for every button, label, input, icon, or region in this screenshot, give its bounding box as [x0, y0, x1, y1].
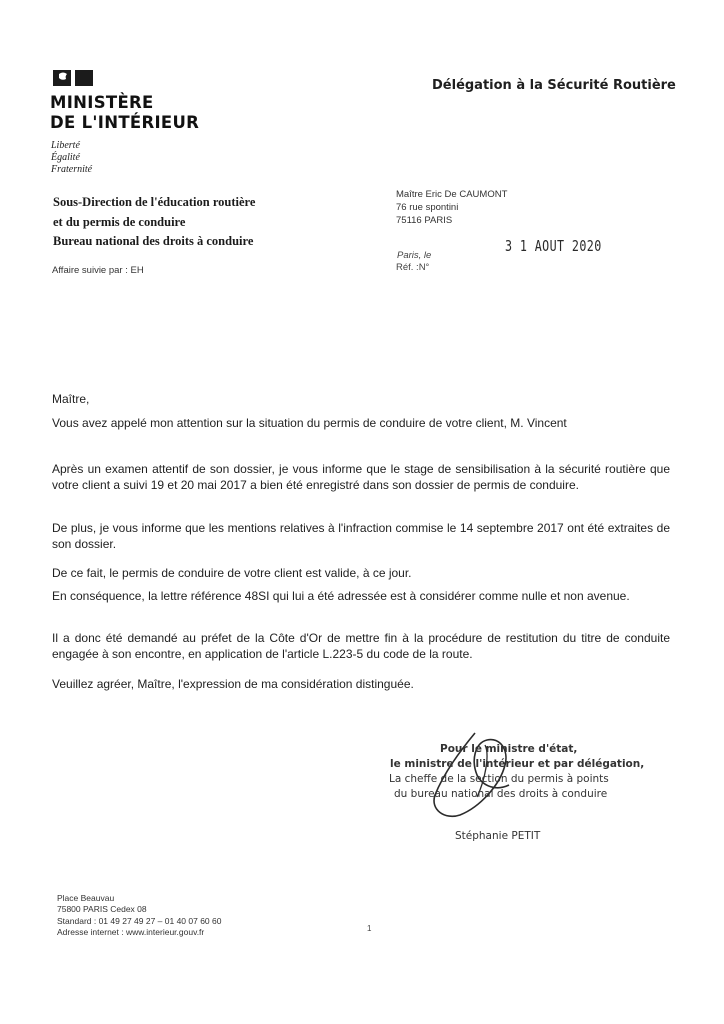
paragraph-5: En conséquence, la lettre référence 48SI qui lui a été adressée est à considérer comme nulle et non avenue.	[52, 589, 630, 603]
footer-line1: Place Beauvau	[57, 893, 115, 903]
subdirection-line3: Bureau national des droits à conduire	[53, 234, 254, 248]
marianne-logo	[51, 68, 95, 88]
subdirection-line1: Sous-Direction de l'éducation routière	[53, 195, 256, 209]
signature-line3: La cheffe de la section du permis à points	[389, 773, 609, 785]
ministry-name	[50, 93, 199, 133]
recipient-street: 76 rue spontini	[396, 202, 459, 213]
signature-line4: du bureau national des droits à conduire	[394, 788, 608, 800]
page-number: 1	[367, 924, 372, 933]
ministry-line1: MINISTÈRE	[50, 93, 154, 112]
date-stamp: 3 1 AOUT 2020	[505, 237, 602, 255]
recipient-name: Maître Eric De CAUMONT	[396, 189, 508, 200]
affaire-suivie: Affaire suivie par : EH	[52, 265, 144, 276]
paragraph-2: Après un examen attentif de son dossier, je vous informe que le stage de sensibilisation à la sécurité routière que votre client a suivi 19 et 20 mai 2017 a bien été enregistré dans son dossier de permis de conduire.	[52, 462, 670, 492]
ministry-line2: DE L'INTÉRIEUR	[50, 113, 200, 132]
signature-line1: Pour le ministre d'état,	[440, 743, 578, 755]
footer-line2: 75800 PARIS Cedex 08	[57, 904, 147, 915]
paragraph-6: Il a donc été demandé au préfet de la Côte d'Or de mettre fin à la procédure de restitution du titre de conduite engagée à son encontre, en application de l'article L.223-5 du code de la route.	[52, 631, 670, 661]
recipient-city: 75116 PARIS	[396, 215, 453, 226]
motto-egalite: Égalité	[51, 152, 80, 163]
motto-liberte: Liberté	[51, 140, 80, 151]
subdirection-block	[53, 193, 255, 252]
paragraph-7: Veuillez agréer, Maître, l'expression de ma considération distinguée.	[52, 677, 414, 691]
footer-line4: Adresse internet : www.interieur.gouv.fr	[57, 926, 205, 937]
signatory-name: Stéphanie PETIT	[455, 830, 541, 842]
paragraph-4: De ce fait, le permis de conduire de votre client est valide, à ce jour.	[52, 566, 412, 580]
recipient-address	[396, 188, 507, 227]
motto-fraternite: Fraternité	[51, 164, 93, 175]
delegation-title: Délégation à la Sécurité Routière	[432, 78, 676, 93]
paragraph-1: Vous avez appelé mon attention sur la situation du permis de conduire de votre client, M. Vincent	[52, 416, 567, 430]
place-date: Paris, le	[397, 250, 432, 261]
footer-address	[57, 893, 221, 938]
footer-line3: Standard : 01 49 27 49 27 – 01 40 07 60 60	[57, 915, 222, 926]
signature-line2: le ministre de l'intérieur et par délégation,	[390, 758, 645, 770]
reference-number: Réf. :N°	[396, 262, 430, 273]
paragraph-3: De plus, je vous informe que les mentions relatives à l'infraction commise le 14 septembre 2017 ont été extraites de son dossier.	[52, 521, 670, 551]
subdirection-line2: et du permis de conduire	[53, 214, 186, 229]
salutation: Maître,	[52, 392, 90, 406]
motto	[51, 140, 92, 176]
